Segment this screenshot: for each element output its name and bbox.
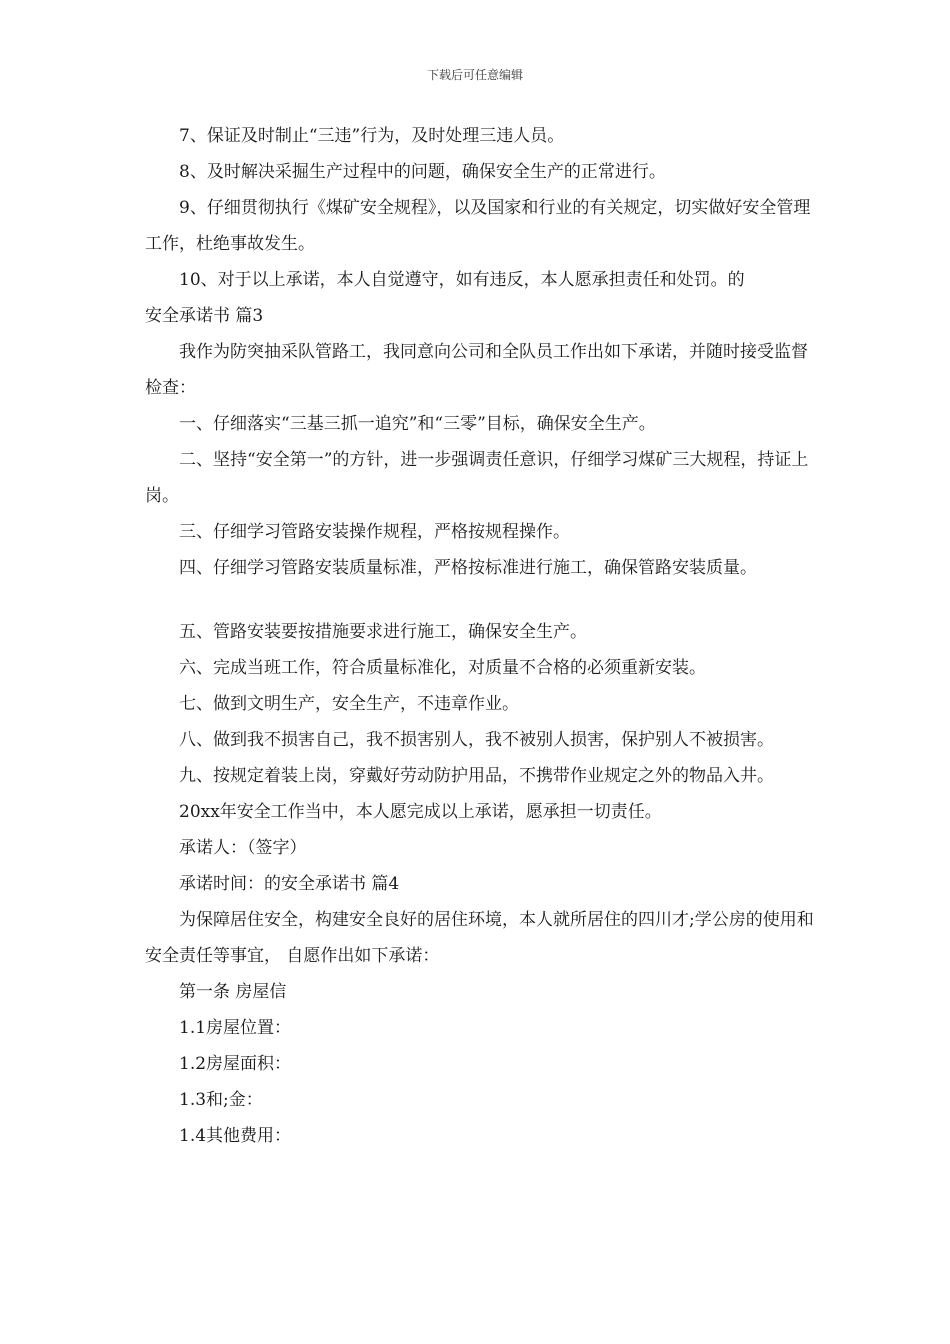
field-house-location: 1.1房屋位置： (179, 1018, 292, 1038)
paragraph-item-nine: 九、按规定着装上岗，穿戴好劳动防护用品，不携带作业规定之外的物品入井。 (179, 766, 774, 786)
article-heading-1: 第一条 房屋信 (179, 982, 287, 1002)
field-house-area: 1.2房屋面积： (179, 1054, 292, 1074)
paragraph-item-three: 三、仔细学习管路安装操作规程，严格按规程操作。 (179, 522, 570, 542)
paragraph-item-six: 六、完成当班工作，符合质量标准化，对质量不合格的必须重新安装。 (179, 658, 706, 678)
paragraph-item-five: 五、管路安装要按措施要求进行施工，确保安全生产。 (179, 622, 587, 642)
section-heading-3: 安全承诺书 篇3 (145, 306, 264, 326)
document-body (145, 118, 820, 1154)
signature-line: 承诺人：（签字） (179, 838, 307, 858)
page-header-note: 下载后可任意编辑 (426, 68, 523, 82)
paragraph-item-10: 10、对于以上承诺，本人自觉遵守，如有违反，本人愿承担责任和处罚。的 (179, 270, 745, 290)
date-line-heading-4: 承诺时间：的安全承诺书 篇4 (179, 874, 400, 894)
paragraph-intro-4: 为保障居住安全，构建安全良好的居住环境，本人就所居住的四川才;学公房的使用和安全责任等事宜， 自愿作出如下承诺： (145, 910, 814, 966)
paragraph-intro-3: 我作为防突抽采队管路工，我同意向公司和全队员工作出如下承诺，并随时接受监督检查： (145, 342, 808, 398)
paragraph-spacer (145, 586, 820, 614)
field-rent: 1.3和;金： (179, 1090, 263, 1110)
paragraph-item-7: 7、保证及时制止“三违”行为，及时处理三违人员。 (179, 126, 565, 146)
paragraph-item-9: 9、仔细贯彻执行《煤矿安全规程》，以及国家和行业的有关规定，切实做好安全管理工作，杜绝事故发生。 (145, 198, 811, 254)
paragraph-commitment: 20xx年安全工作当中，本人愿完成以上承诺，愿承担一切责任。 (179, 802, 662, 822)
paragraph-item-8: 8、及时解决采掘生产过程中的问题，确保安全生产的正常进行。 (179, 162, 666, 182)
paragraph-item-four: 四、仔细学习管路安装质量标准，严格按标准进行施工，确保管路安装质量。 (179, 558, 757, 578)
paragraph-item-eight: 八、做到我不损害自己，我不损害别人，我不被别人损害，保护别人不被损害。 (179, 730, 774, 750)
field-other-fees: 1.4其他费用： (179, 1126, 292, 1146)
paragraph-item-two: 二、坚持“安全第一”的方针，进一步强调责任意识，仔细学习煤矿三大规程，持证上岗。 (145, 450, 809, 506)
paragraph-item-one: 一、仔细落实“三基三抓一追究”和“三零”目标，确保安全生产。 (179, 414, 656, 434)
paragraph-item-seven: 七、做到文明生产，安全生产，不违章作业。 (179, 694, 519, 714)
